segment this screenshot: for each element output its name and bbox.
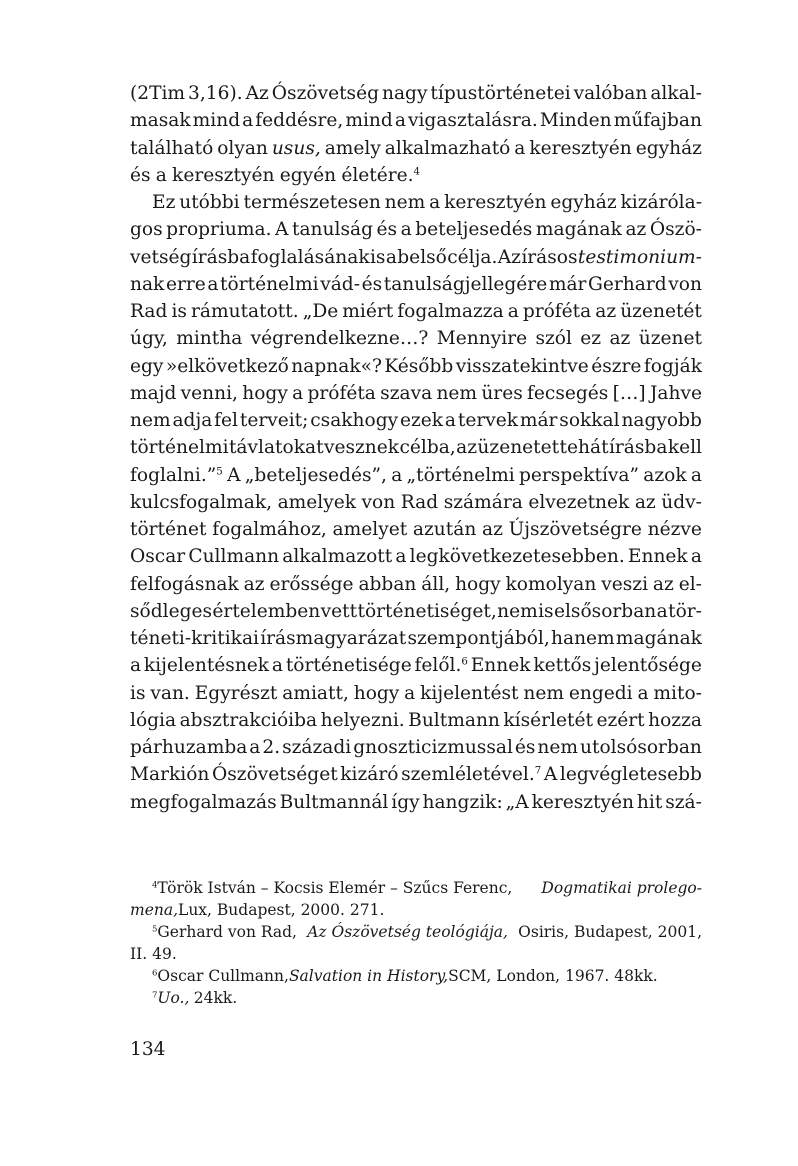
- word: erre: [165, 273, 206, 295]
- word: csakhogy: [310, 410, 399, 431]
- word: miért: [342, 301, 394, 322]
- footnote-4-line-1: [130, 877, 702, 899]
- footnote-4-authors: Török István – Kocsis Elemér – Szűcs Ferenc,: [157, 879, 513, 897]
- word: beteljesedés: [415, 219, 533, 241]
- word: már: [519, 410, 558, 431]
- word: kijelentést: [420, 682, 519, 704]
- word: propriuma.: [166, 219, 272, 241]
- word: fecsegés: [527, 382, 609, 404]
- word: Ennek: [627, 546, 688, 568]
- word: áll,: [421, 573, 451, 595]
- word: a: [404, 682, 416, 704]
- word: Ószövetség: [271, 83, 380, 104]
- body-line: [130, 543, 702, 570]
- word: életére.: [341, 164, 414, 186]
- word: Rad: [130, 301, 168, 322]
- word: hogy: [242, 382, 288, 404]
- footnote-ref[interactable]: 4: [413, 166, 421, 178]
- word: tör-: [668, 600, 702, 622]
- word: keresztyén: [531, 791, 635, 813]
- word: az: [634, 491, 656, 513]
- word: belső: [397, 246, 447, 268]
- word: elsősorban: [553, 600, 657, 622]
- word: absztrakcióiba: [179, 709, 318, 731]
- word: vigasztalásra.: [407, 110, 538, 132]
- word: adja: [172, 410, 213, 431]
- word: magának: [615, 628, 702, 649]
- word: Markión: [130, 764, 210, 786]
- word: ezek: [399, 410, 444, 431]
- word: „beteljesedés”,: [244, 464, 387, 486]
- word: vett: [320, 600, 358, 622]
- word: és: [376, 219, 398, 241]
- word: (2Tim: [130, 83, 186, 104]
- word: kijelentésnek: [143, 655, 270, 677]
- word: keresztyén: [444, 192, 547, 213]
- word: tanulság: [292, 219, 373, 241]
- word: történelmi: [220, 273, 319, 295]
- word: írásba: [191, 246, 251, 268]
- word: üdv-: [661, 491, 702, 513]
- word: nem: [384, 192, 426, 213]
- word: a: [400, 219, 412, 241]
- word: amelyek: [277, 491, 357, 513]
- word: Bultmann: [408, 709, 500, 731]
- word: fogják: [643, 355, 702, 377]
- word: valóban: [573, 83, 648, 104]
- word: üres: [481, 382, 523, 404]
- word: a: [690, 546, 702, 568]
- body-line: [130, 325, 702, 352]
- word: hozza: [648, 709, 702, 731]
- word: a: [395, 546, 407, 568]
- word: a: [514, 137, 526, 159]
- word: Újszövetségre: [508, 519, 642, 540]
- word: A: [275, 219, 289, 241]
- word: szól: [535, 328, 572, 350]
- body-line: [130, 571, 702, 598]
- word: mind: [345, 110, 393, 132]
- word: ez: [580, 328, 602, 350]
- word: egyház: [635, 137, 702, 159]
- body-line: [130, 353, 702, 380]
- body-line: [130, 162, 702, 189]
- word: keresztyén: [172, 164, 275, 186]
- word: magának: [535, 219, 622, 241]
- word: mintha: [176, 328, 243, 350]
- word: történetiséget,: [357, 600, 497, 622]
- word: is: [538, 600, 554, 622]
- word: perspektíva”: [518, 464, 640, 486]
- word: századi: [282, 737, 352, 758]
- word: van.: [150, 682, 190, 704]
- word: történet: [130, 519, 207, 540]
- body-line: [130, 271, 702, 298]
- word: utolsósorban: [580, 737, 702, 758]
- word: az: [243, 573, 265, 595]
- word: kísérletét: [503, 709, 593, 731]
- word: értelemben: [212, 600, 321, 622]
- word: tervek: [457, 410, 518, 431]
- footnote-4-number: 4: [152, 880, 158, 891]
- word: elvezetnek: [528, 491, 630, 513]
- word: az: [456, 437, 478, 459]
- word: távlatokat: [228, 437, 324, 459]
- word: a: [444, 410, 456, 431]
- word: párhuzamba: [130, 737, 248, 758]
- word: felfogásnak: [130, 573, 239, 595]
- word: Ez: [152, 192, 176, 213]
- word: nem: [436, 382, 478, 404]
- word: a: [292, 382, 304, 404]
- body-line: [130, 107, 702, 134]
- word: nagy: [381, 83, 428, 104]
- word: célja.: [447, 246, 498, 268]
- word: gnoszticizmussal: [353, 737, 513, 758]
- footnote-5-title: Az Ószövetség teológiája,: [307, 923, 508, 941]
- footnote-ref[interactable]: 6: [461, 656, 468, 668]
- word: hangzik:: [422, 791, 503, 813]
- word: műfajban: [613, 110, 702, 132]
- word: Az: [245, 83, 269, 104]
- body-line: [130, 707, 702, 734]
- word: von: [361, 491, 396, 513]
- word: Később: [384, 355, 454, 377]
- word: vetség: [130, 246, 192, 268]
- word: keresztyén: [529, 137, 632, 159]
- word: venni,: [180, 382, 238, 404]
- word: az: [482, 519, 503, 540]
- word: a: [637, 682, 649, 704]
- word: és: [130, 164, 151, 186]
- word: számára: [443, 491, 523, 513]
- word: történetisége: [285, 655, 412, 677]
- body-line: [130, 625, 702, 652]
- word: az: [595, 301, 617, 322]
- footnote-7-title: Uo.,: [157, 989, 190, 1007]
- word: amiatt,: [282, 682, 349, 704]
- word: utóbbi: [179, 192, 240, 213]
- word: Rad: [400, 491, 439, 513]
- body-line: [130, 407, 702, 434]
- word: Cullmann: [188, 546, 280, 568]
- footnote-5-pages: II. 49.: [130, 945, 177, 963]
- word: alkal-: [650, 83, 702, 104]
- word: a: [391, 464, 403, 486]
- footnote-7-number: 7: [152, 990, 158, 1001]
- word: üzenet: [638, 328, 702, 350]
- word: von: [668, 273, 702, 295]
- word: a: [207, 273, 219, 295]
- word: testimonium-: [577, 246, 702, 268]
- word: 3,16).: [188, 83, 243, 104]
- word: szempontjából,: [407, 628, 550, 649]
- word: a: [271, 655, 283, 677]
- word: kulcsfogalmak,: [130, 491, 273, 513]
- word: nak: [130, 273, 165, 295]
- word: Jahve: [649, 382, 702, 404]
- body-line: [130, 598, 702, 625]
- footnote-4-title-part-2: mena,: [130, 901, 179, 919]
- word: végrendelkezne…?: [250, 328, 429, 350]
- word: történelmi: [130, 437, 229, 459]
- word: természetesen: [243, 192, 381, 213]
- word: 2.: [262, 737, 281, 758]
- word: hogy: [455, 573, 501, 595]
- word: legvégletesebb: [559, 764, 702, 786]
- word: lógia: [130, 709, 177, 731]
- word: hogy: [353, 682, 400, 704]
- body-line: [130, 244, 702, 271]
- word: szemléletével.: [401, 764, 535, 786]
- word: abban: [358, 573, 417, 595]
- word: és: [514, 737, 536, 758]
- word: ezért: [596, 709, 645, 731]
- word: nem: [537, 737, 579, 758]
- word: kettős: [533, 655, 592, 677]
- footnote-6-number: 6: [152, 968, 158, 979]
- word: Bultmannál: [279, 791, 389, 813]
- word: visszatekintve: [455, 355, 589, 377]
- word: szava: [380, 382, 433, 404]
- word: próféta: [307, 382, 376, 404]
- word: a: [690, 464, 702, 486]
- word: Oscar: [130, 546, 186, 568]
- word: írásba: [608, 437, 668, 459]
- word: hanem: [551, 628, 615, 649]
- word: tanulságjellegére: [383, 273, 548, 295]
- word: A: [543, 764, 558, 786]
- page-number: 134: [130, 1039, 166, 1060]
- word: fogalmához,: [212, 519, 327, 540]
- word: Mennyire: [436, 328, 528, 350]
- footnote-ref[interactable]: 7: [534, 765, 542, 777]
- footnote-5-line-1: [130, 921, 702, 943]
- word: […]: [612, 382, 646, 404]
- word: feddésre,: [255, 110, 344, 132]
- footnote-6-author: Oscar Cullmann,: [157, 967, 289, 985]
- word: a: [130, 655, 142, 677]
- word: és: [361, 273, 383, 295]
- word: olyan: [217, 137, 268, 159]
- word: próféta: [522, 301, 592, 322]
- word: írásos: [521, 246, 578, 268]
- word: a: [394, 110, 406, 132]
- word: a: [656, 600, 668, 622]
- word: legkövetkezetesebben.: [409, 546, 625, 568]
- word: fel: [214, 410, 238, 431]
- word: gos: [130, 219, 163, 241]
- word: szá-: [665, 791, 702, 813]
- word: „történelmi: [406, 464, 515, 486]
- word: a: [507, 301, 519, 322]
- word: így: [391, 791, 420, 813]
- word: helyezni.: [320, 709, 405, 731]
- word: a: [249, 737, 261, 758]
- footnote-7: [130, 987, 702, 1009]
- word: nem: [523, 682, 564, 704]
- word: már: [548, 273, 587, 295]
- footnotes: [130, 877, 702, 1009]
- word: napnak«?: [291, 355, 382, 377]
- footnote-5-publisher: Osiris, Budapest, 2001,: [518, 923, 702, 941]
- word: mito-: [653, 682, 702, 704]
- footnote-5-line-2: [130, 943, 702, 965]
- body-line: [130, 652, 702, 679]
- body-line: [130, 80, 702, 107]
- body-line: [130, 489, 702, 516]
- word: az: [652, 573, 674, 595]
- footnote-4-publisher: Lux, Budapest, 2000. 271.: [178, 901, 385, 919]
- word: nézve: [647, 519, 702, 540]
- word: is: [130, 682, 146, 704]
- word: egyén: [279, 164, 337, 186]
- word: is: [171, 301, 187, 322]
- word: található: [130, 137, 214, 159]
- body-line: [130, 789, 702, 816]
- word: a: [385, 246, 397, 268]
- word: vád-: [320, 273, 360, 295]
- word: amelyet: [332, 519, 408, 540]
- word: azután: [412, 519, 477, 540]
- word: „A: [505, 791, 529, 813]
- word: majd: [130, 382, 177, 404]
- word: a: [155, 164, 167, 186]
- word: Egyrészt: [194, 682, 278, 704]
- body-line: [130, 434, 702, 461]
- word: kell: [667, 437, 702, 459]
- word: usus,: [271, 137, 321, 159]
- footnote-6-publisher: SCM, London, 1967. 48kk.: [448, 967, 658, 985]
- word: egyház: [550, 192, 617, 213]
- body-line: [130, 298, 702, 325]
- word: nagyobb: [621, 410, 702, 431]
- word: mind: [192, 110, 241, 132]
- word: foglalásának: [250, 246, 370, 268]
- footnote-4-title-part-1: Dogmatikai prolego-: [541, 879, 702, 897]
- word: »elkövetkező: [165, 355, 289, 377]
- word: alkalmazott: [282, 546, 393, 568]
- footnote-6-title: Salvation in History,: [288, 967, 449, 985]
- body-line: [130, 462, 702, 489]
- word: típustörténetei: [430, 83, 571, 104]
- word: hit: [636, 791, 663, 813]
- word: nem: [130, 410, 171, 431]
- body-line: [130, 135, 702, 162]
- body-line: [130, 516, 702, 543]
- word: fogalmazza: [397, 301, 504, 322]
- word: terveit;: [239, 410, 309, 431]
- footnote-4-line-2: [130, 899, 702, 921]
- word: üzenetét: [620, 301, 702, 322]
- word: észre: [591, 355, 642, 377]
- word: megfogalmazás: [130, 791, 277, 813]
- word: jelentősége: [594, 655, 702, 677]
- word: felől.: [414, 655, 462, 677]
- footnote-5-number: 5: [152, 924, 158, 935]
- word: sokkal: [559, 410, 620, 431]
- word: erőssége: [269, 573, 354, 595]
- word: veszi: [601, 573, 649, 595]
- word: írásmagyarázat: [260, 628, 407, 649]
- word: el-: [678, 573, 702, 595]
- word: úgy,: [130, 328, 168, 350]
- word: egy: [130, 355, 164, 377]
- word: a: [242, 110, 254, 132]
- word: Az: [497, 246, 521, 268]
- word: A: [227, 464, 241, 486]
- footnote-7-pages: 24kk.: [193, 989, 238, 1007]
- body-line: [130, 734, 702, 761]
- word: Ennek: [470, 655, 531, 677]
- word: kizáróla-: [620, 192, 702, 213]
- word: engedi: [568, 682, 633, 704]
- word: Gerhard: [588, 273, 667, 295]
- word: komolyan: [505, 573, 597, 595]
- body-line: [130, 189, 702, 216]
- word: célba,: [399, 437, 456, 459]
- word: Ószö-: [649, 219, 702, 241]
- footnote-6: [130, 965, 702, 987]
- word: tehát: [559, 437, 609, 459]
- word: masak: [130, 110, 191, 132]
- body-line: [130, 380, 702, 407]
- body-line: [130, 761, 702, 788]
- word: Ószövetséget: [212, 764, 338, 786]
- word: foglalni.”: [130, 464, 217, 486]
- word: az: [625, 219, 647, 241]
- word: alkalmazható: [384, 137, 511, 159]
- footnote-ref[interactable]: 5: [216, 465, 223, 477]
- word: kizáró: [340, 764, 399, 786]
- word: amely: [324, 137, 381, 159]
- word: üzenetet: [477, 437, 560, 459]
- body-line: [130, 680, 702, 707]
- word: vesznek: [323, 437, 400, 459]
- body-line: [130, 216, 702, 243]
- word: nem: [497, 600, 538, 622]
- word: azok: [643, 464, 687, 486]
- word: „De: [302, 301, 339, 322]
- body-text: [130, 80, 702, 816]
- word: az: [609, 328, 631, 350]
- word: sődleges: [130, 600, 213, 622]
- word: téneti-kritikai: [130, 628, 259, 649]
- word: is: [369, 246, 386, 268]
- word: rámutatott.: [190, 301, 299, 322]
- word: a: [429, 192, 441, 213]
- word: Minden: [539, 110, 612, 132]
- footnote-5-author: Gerhard von Rad,: [157, 923, 297, 941]
